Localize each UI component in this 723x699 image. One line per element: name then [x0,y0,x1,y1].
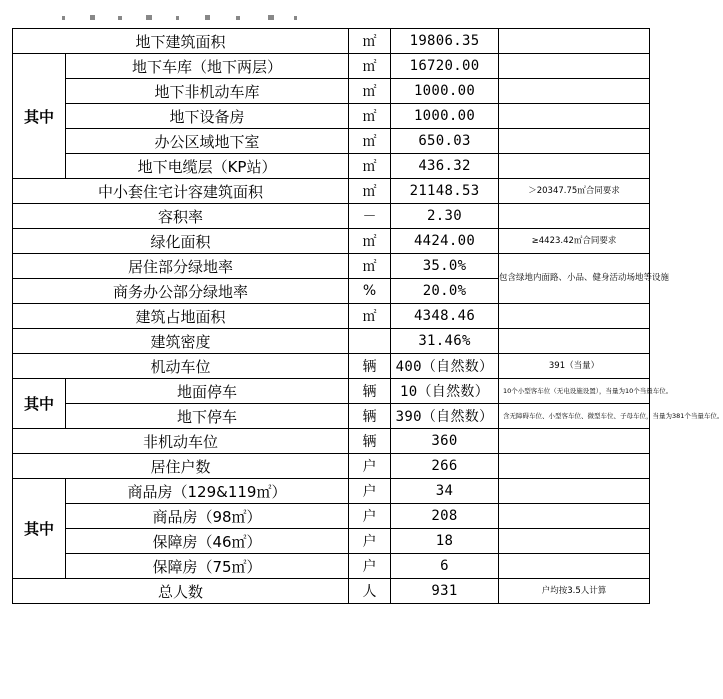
row-label: 办公区域地下室 [66,129,349,154]
note-cell [499,529,650,554]
value-cell: 1000.00 [391,104,499,129]
unit-cell: 户 [349,554,391,579]
note-cell [499,129,650,154]
note-cell [499,304,650,329]
table-row [13,229,650,254]
value-cell: 360 [391,429,499,454]
table-row [13,79,650,104]
table-row [13,329,650,354]
row-label: 保障房（75㎡） [66,554,349,579]
unit-cell: 户 [349,504,391,529]
unit-cell: － [349,204,391,229]
unit-cell: 户 [349,454,391,479]
value-cell: 6 [391,554,499,579]
note-cell [499,154,650,179]
unit-cell: ㎡ [349,179,391,204]
note-cell [499,479,650,504]
unit-cell: ㎡ [349,229,391,254]
table-row [13,154,650,179]
previous-row-fragment [0,0,660,20]
row-label: 地下电缆层（KP站） [66,154,349,179]
table-row [13,129,650,154]
unit-cell: ㎡ [349,29,391,54]
table-row [13,479,650,504]
row-label: 居住部分绿地率 [13,254,349,279]
table-row [13,504,650,529]
table-row [13,529,650,554]
note-cell: 含无障碍车位、小型客车位、微型车位、子母车位，当量为381个当量车位。 [499,404,650,429]
row-label: 保障房（46㎡） [66,529,349,554]
unit-cell: ㎡ [349,54,391,79]
table-row [13,354,650,379]
row-label: 绿化面积 [13,229,349,254]
unit-cell: 户 [349,529,391,554]
row-label: 地下车库（地下两层） [66,54,349,79]
table-row [13,179,650,204]
row-label: 容积率 [13,204,349,229]
row-label: 商品房（98㎡） [66,504,349,529]
value-cell: 35.0% [391,254,499,279]
table-row [13,254,650,279]
group-label-underground: 其中 [13,54,66,179]
unit-cell: ㎡ [349,154,391,179]
value-cell: 400（自然数） [391,354,499,379]
unit-cell: ㎡ [349,254,391,279]
value-cell: 1000.00 [391,79,499,104]
row-label: 商品房（129&119㎡） [66,479,349,504]
value-cell: 931 [391,579,499,604]
unit-cell: 人 [349,579,391,604]
row-label: 非机动车位 [13,429,349,454]
note-cell [499,204,650,229]
group-label-parking: 其中 [13,379,66,429]
table-row [13,204,650,229]
unit-cell [349,329,391,354]
table-row [13,429,650,454]
row-label: 地下停车 [66,404,349,429]
row-label: 商务办公部分绿地率 [13,279,349,304]
value-cell: 4424.00 [391,229,499,254]
note-cell [499,104,650,129]
row-label: 总人数 [13,579,349,604]
note-cell: 包含绿地内面路、小品、健身活动场地等设施 [499,254,650,304]
unit-cell: % [349,279,391,304]
note-cell: 391（当量） [499,354,650,379]
value-cell: 16720.00 [391,54,499,79]
project-indicators-table [12,28,723,604]
table-row [13,454,650,479]
table-row [13,579,650,604]
row-label: 机动车位 [13,354,349,379]
table-row [13,29,650,54]
note-cell [499,79,650,104]
note-cell: 10个小型客车位（无电设施设置），当量为10个当量车位。 [499,379,650,404]
row-label: 居住户数 [13,454,349,479]
value-cell: 650.03 [391,129,499,154]
row-label: 建筑占地面积 [13,304,349,329]
row-label: 地下设备房 [66,104,349,129]
unit-cell: 辆 [349,354,391,379]
value-cell: 20.0% [391,279,499,304]
note-cell [499,554,650,579]
unit-cell: 辆 [349,429,391,454]
value-cell: 4348.46 [391,304,499,329]
value-cell: 18 [391,529,499,554]
value-cell: 208 [391,504,499,529]
table-row [13,379,650,404]
table-row [13,304,650,329]
value-cell: 266 [391,454,499,479]
row-label: 地下非机动车库 [66,79,349,104]
value-cell: 34 [391,479,499,504]
note-cell [499,329,650,354]
unit-cell: 户 [349,479,391,504]
note-cell: ＞20347.75㎡合同要求 [499,179,650,204]
unit-cell: ㎡ [349,129,391,154]
note-cell [499,54,650,79]
table-row [13,404,650,429]
unit-cell: ㎡ [349,104,391,129]
unit-cell: ㎡ [349,79,391,104]
group-label-households: 其中 [13,479,66,579]
note-cell [499,504,650,529]
row-label: 地面停车 [66,379,349,404]
unit-cell: 辆 [349,404,391,429]
value-cell: 436.32 [391,154,499,179]
unit-cell: 辆 [349,379,391,404]
table-row [13,54,650,79]
unit-cell: ㎡ [349,304,391,329]
value-cell: 2.30 [391,204,499,229]
value-cell: 390（自然数） [391,404,499,429]
cropped-text-fragment [0,0,660,20]
note-cell: ≥4423.42㎡合同要求 [499,229,650,254]
table-row [13,104,650,129]
note-cell [499,29,650,54]
value-cell: 10（自然数） [391,379,499,404]
value-cell: 31.46% [391,329,499,354]
note-cell [499,429,650,454]
value-cell: 19806.35 [391,29,499,54]
table-row [13,554,650,579]
row-label: 地下建筑面积 [13,29,349,54]
row-label: 建筑密度 [13,329,349,354]
value-cell: 21148.53 [391,179,499,204]
row-label: 中小套住宅计容建筑面积 [13,179,349,204]
note-cell: 户均按3.5人计算 [499,579,650,604]
note-cell [499,454,650,479]
